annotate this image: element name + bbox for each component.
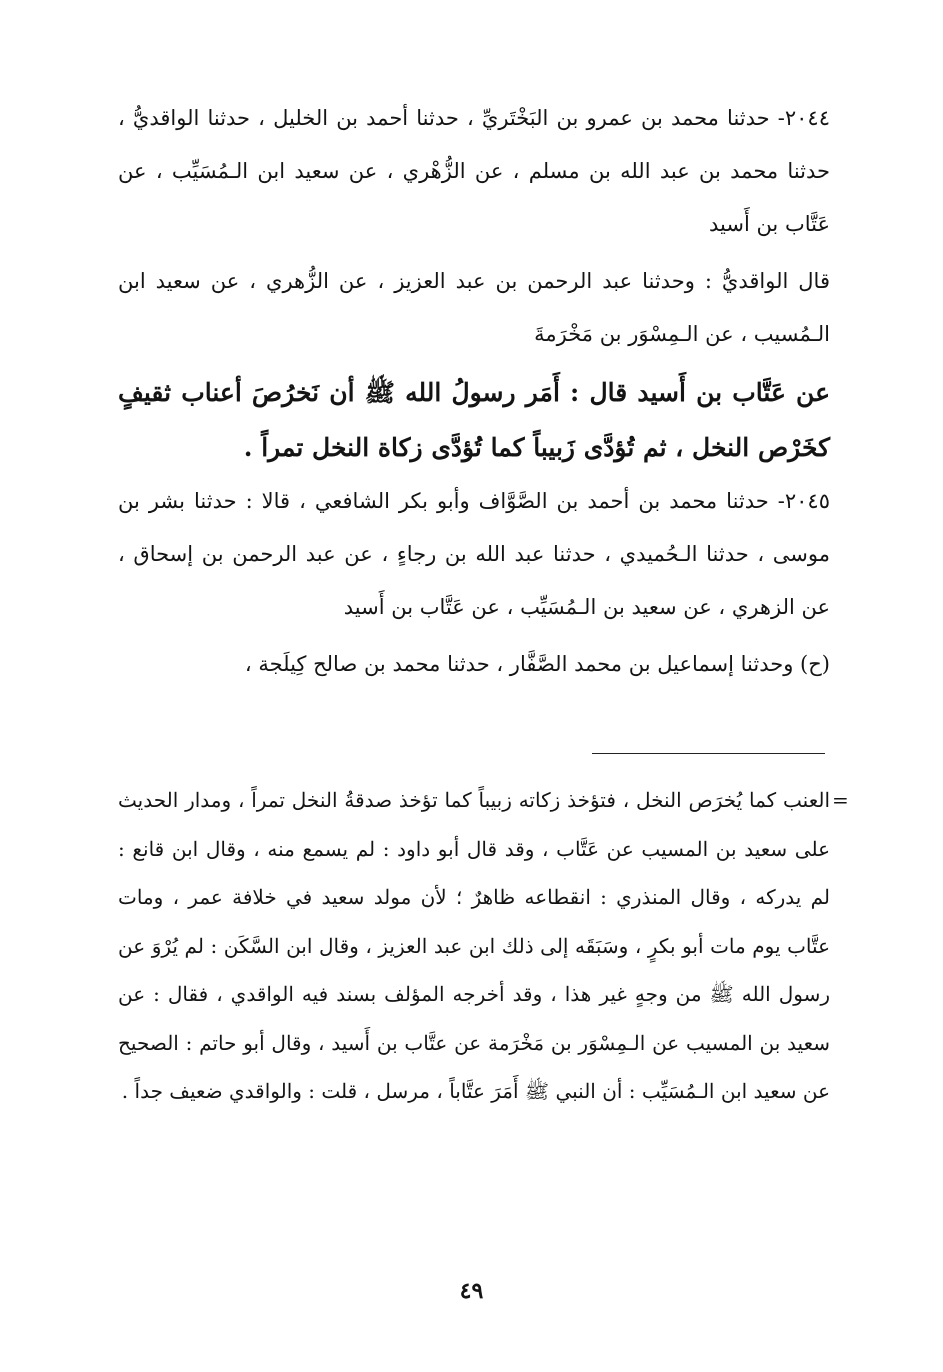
hadith-2045-isnad-ha: (ح) وحدثنا إسماعيل بن محمد الصَّفَّار ، حدثنا محمد بن صالح كِيلَجة ،: [244, 652, 830, 676]
main-text: [118, 92, 830, 691]
page-number: ٤٩: [459, 1278, 484, 1304]
hadith-2044-isnad-waqidi: قال الواقديُّ : وحدثنا عبد الرحمن بن عبد العزيز ، عن الزُّهري ، عن سعيد ابن الـمُسيب ، عن الـمِسْوَر بن مَخْرَمةَ: [118, 269, 830, 346]
hadith-matn: عن عَتَّاب بن أَسيد قال : أَمَر رسولُ الله ﷺ أن نَخرُصَ أعناب ثقيفٍ كخَرْص النخل ، ثم تُؤدَّى زَبيباً كما تُؤدَّى زكاة النخل تمراً .: [118, 378, 830, 462]
hadith-2045-isnad: ٢٠٤٥- حدثنا محمد بن أحمد بن الصَّوَّاف وأبو بكر الشافعي ، قالا : حدثنا بشر بن موسى ، حدثنا الـحُميدي ، حدثنا عبد الله بن رجاءٍ ، عن عبد الرحمن بن إسحاق ، عن الزهري ، عن سعيد بن الـمُسَيِّب ، عن عَتَّاب بن أَسيد: [118, 489, 830, 619]
footnote-continuation-mark: =: [832, 788, 849, 812]
footnote-separator: [592, 753, 825, 754]
hadith-2044-isnad: ٢٠٤٤- حدثنا محمد بن عمرو بن البَخْتَريِّ ، حدثنا أحمد بن الخليل ، حدثنا الواقديُّ ، حدثنا محمد بن عبد الله بن مسلم ، عن الزُّهْري ، عن سعيد ابن الـمُسَيِّب ، عن عَتَّاب بن أَسيد: [118, 106, 830, 236]
footnote-text: العنب كما يُخرَص النخل ، فتؤخذ زكاته زبيباً كما تؤخذ صدقةُ النخل تمراً ، ومدار الحديث على سعيد بن المسيب عن عَتَّاب ، وقد قال أبو داود : لم يسمع منه ، وقال ابن قانع : لم يدركه ، وقال المنذري : انقطاعه ظاهرٌ ؛ لأن مولد سعيد في خلافة عمر ، ومات عتَّاب يوم مات أبو بكرٍ ، وسَبَقَه إلى ذلك ابن عبد العزيز ، وقال ابن السَّكَن : لم يُرْوَ عن رسول الله ﷺ من وجهٍ غير هذا ، وقد أخرجه المؤلف بسند فيه الواقدي ، فقال : عن سعيد بن المسيب عن الـمِسْوَر بن مَخْرَمة عن عتَّاب بن أَسيد ، وقال أبو حاتم : الصحيح عن سعيد ابن الـمُسَيِّب : أن النبي ﷺ أَمَرَ عتَّاباً ، مرسل ، قلت : والواقدي ضعيف جداً .: [118, 788, 830, 1103]
